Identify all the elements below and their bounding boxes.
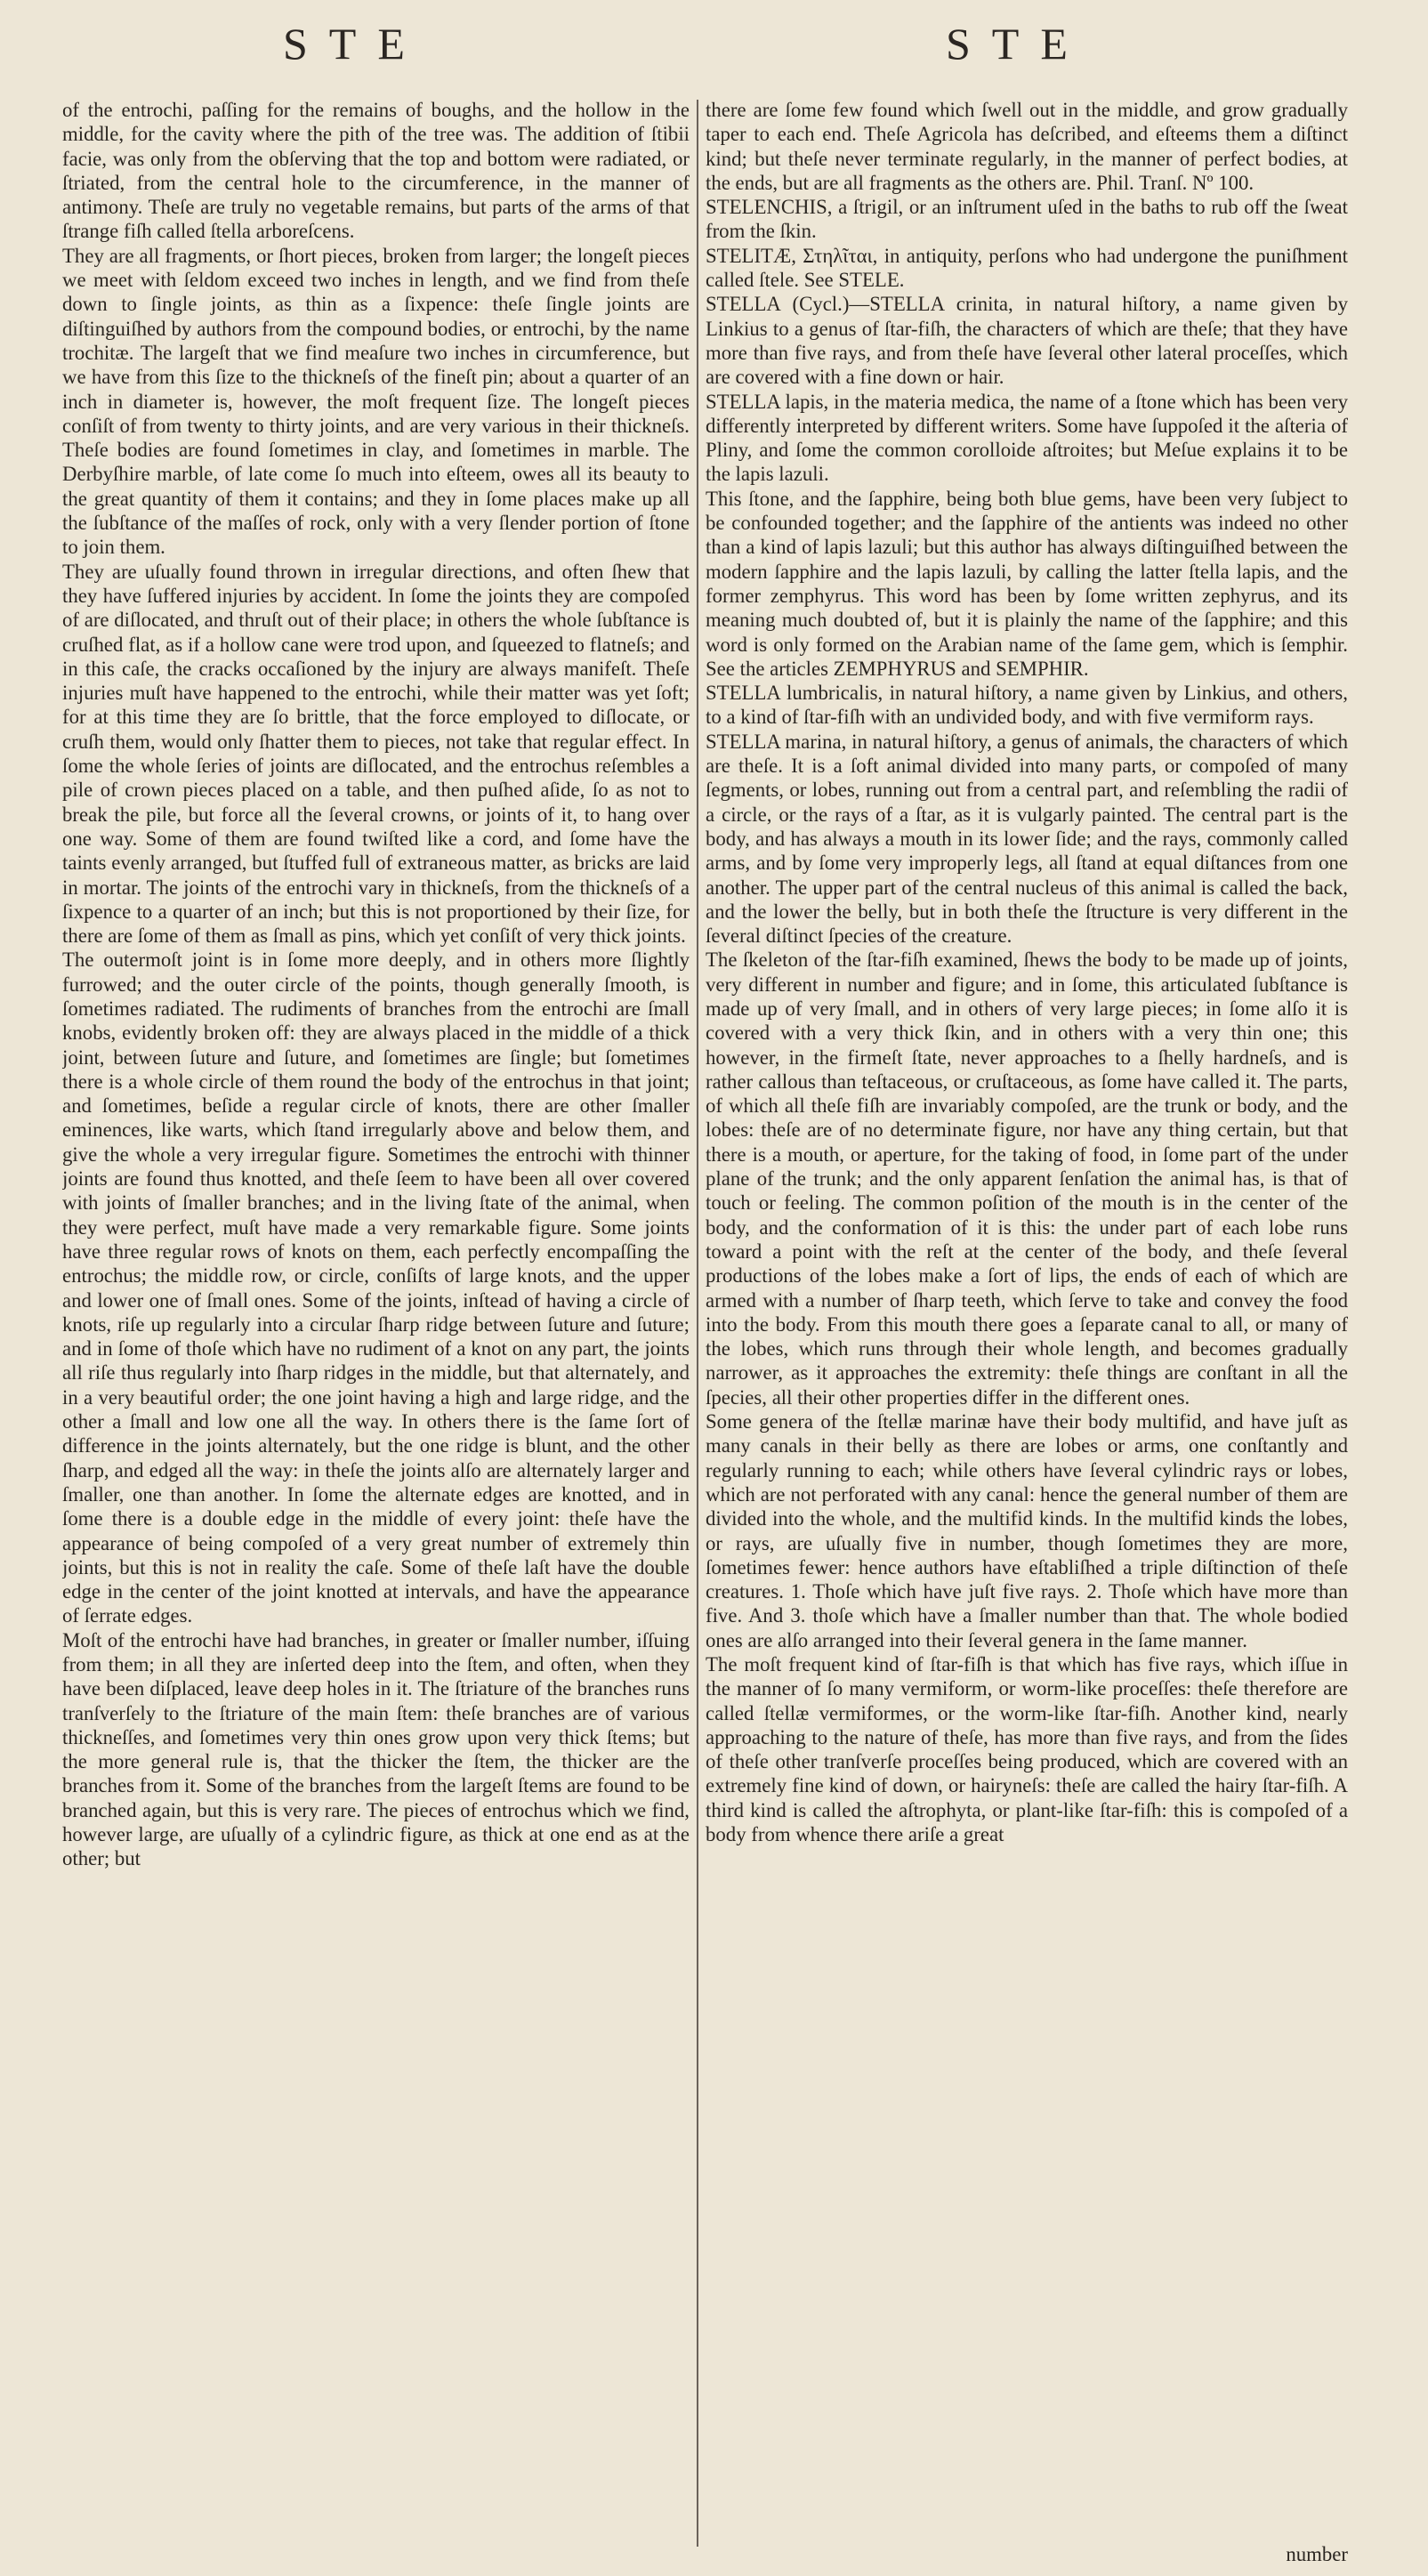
- paragraph: Some genera of the ſtellæ marinæ have their body multifid, and have juſt as many canals in their belly as there are lobes or arms, one conſtantly and regularly running to each; while others have ſeveral cylindric rays or lobes, which are not perforated with any canal: hence the general number of them are divided into the whole, and the multifid kinds. In the multifid kinds the lobes, or rays, are uſually five in number, though ſometimes they are more, ſometimes fewer: hence authors have eſtabliſhed a triple diſtinction of theſe creatures. 1. Thoſe which have juſt five rays. 2. Thoſe which have more than five. And 3. thoſe which have a ſmaller number than that. The whole bodied ones are alſo arranged into their ſeveral genera in the ſame manner.: [706, 1410, 1348, 1651]
- paragraph: there are ſome few found which ſwell out in the middle, and grow gradually taper to each end. Theſe Agricola has deſcribed, and eſteems them a diſtinct kind; but theſe never terminate regularly, in the manner of perfect bodies, at the ends, but are all fragments as the others are. Phil. Tranſ. Nº 100.: [706, 99, 1348, 194]
- paragraph: The moſt frequent kind of ſtar-fiſh is that which has five rays, which iſſue in the manner of ſo many vermiform, or worm-like proceſſes: theſe therefore are called ſtellæ vermiformes, or the worm-like ſtar-fiſh. Another kind, nearly approaching to the nature of theſe, has more than five rays, and from the ſides of theſe other tranſverſe proceſſes being produced, which are covered with an extremely fine kind of down, or hairyneſs: theſe are called the hairy ſtar-fiſh. A third kind is called the aſtrophyta, or plant-like ſtar-fiſh: this is compoſed of a body from whence there ariſe a great: [706, 1653, 1348, 1846]
- entry-stella-lumbricalis: STELLA lumbricalis, in natural hiſtory, a name given by Linkius, and others, to a kind of ſtar-fiſh with an undivided body, and with five vermiform rays.: [706, 682, 1348, 729]
- paragraph: of the entrochi, paſſing for the remains of boughs, and the hollow in the middle, for the cavity where the pith of the tree was. The addition of ſtibii facie, was only from the obſerving that the top and bottom were radiated, or ſtriated, from the central hole to the circumference, in the manner of antimony. Theſe are truly no vegetable remains, but parts of the arms of that ſtrange fiſh called ſtella arboreſcens.: [62, 99, 690, 243]
- entry-stella-marina: STELLA marina, in natural hiſtory, a genus of animals, the characters of which are theſe. It is a ſoft animal divided into many parts, or compoſed of many ſegments, or lobes, running out from a central part, and reſembling the radii of a circle, or the rays of a ſtar, as it is vulgarly painted. The central part is the body, and has always a mouth in its lower ſide; and the rays, commonly called arms, and by ſome very improperly legs, all ſtand at equal diſtances from one another. The upper part of the central nucleus of this animal is called the back, and the lower the belly, but in both theſe the ſtructure is very different in the ſeveral diſtinct ſpecies of the creature.: [706, 730, 1348, 948]
- paragraph: Moſt of the entrochi have had branches, in greater or ſmaller number, iſſuing from them; in all they are inſerted deep into the ſtem, and often, when they have been diſplaced, leave deep holes in it. The ſtriature of the branches runs tranſverſely to the ſtriature of the main ſtem: theſe branches are of various thickneſſes, and ſometimes very thin ones grow upon very thick ſtems; but the more general rule is, that the thicker the ſtem, the thicker are the branches from it. Some of the branches from the largeſt ſtems are found to be branched again, but this is very rare. The pieces of entrochus which we find, however large, are uſually of a cylindric figure, as thick at one end as at the other; but: [62, 1628, 690, 1870]
- entry-stella-lapis: STELLA lapis, in the materia medica, the name of a ſtone which has been very differently interpreted by different writers. Some have ſuppoſed it the aſteria of Pliny, and ſome the common corolloide aſtroites; but Meſue explains it to be the lapis lazuli.: [706, 390, 1348, 486]
- left-column: [62, 98, 690, 2554]
- entry-stelenchis: STELENCHIS, a ſtrigil, or an inſtrument uſed in the baths to rub off the ſweat from the ſkin.: [706, 196, 1348, 243]
- column-divider: [697, 100, 698, 2547]
- paragraph: The outermoſt joint is in ſome more deeply, and in others more ſlightly furrowed; and the outer circle of the points, though generally ſmooth, is ſometimes radiated. The rudiments of branches from the entrochi are ſmall knobs, evidently broken off: they are always placed in the middle of a thick joint, between ſuture and ſuture, and ſometimes are ſingle; but ſometimes there is a whole circle of them round the body of the entrochus in that joint; and ſometimes, beſide a regular circle of knots, there are other ſmaller eminences, like warts, which ſtand irregularly above and below them, and give the whole a very irregular figure. Sometimes the entrochi with thinner joints are found thus knotted, and theſe ſeem to have been all over covered with joints of ſmaller branches; and in the living ſtate of the animal, when they were perfect, muſt have made a very remarkable figure. Some joints have three regular rows of knots on them, each perfectly encompaſſing the entrochus; the middle row, or circle, conſiſts of large knots, and the upper and lower one of ſmall ones. Some of the joints, inſtead of having a circle of knots, riſe up regularly into a circular ſharp ridge between ſuture and ſuture; and in ſome of thoſe which have no rudiment of a knot on any part, the joints all riſe thus regularly into ſharp ridges in the middle, but that alternately, and in a very beautiful order; the one joint having a high and large ridge, and the other a ſmall and low one all the way. In others there is the ſame ſort of difference in the joints alternately, but the one ridge is blunt, and the other ſharp, and edged all the way: in theſe the joints alſo are alternately larger and ſmaller, one than another. In ſome the alternate edges are knotted, and in ſome there is a double edge in the middle of every joint: theſe have the appearance of being compoſed of a very great number of extremely thin joints, but this is not in reality the caſe. Some of theſe laſt have the double edge in the center of the joint knotted at intervals, and have the appearance of ſerrate edges.: [62, 949, 690, 1627]
- paragraph: They are all fragments, or ſhort pieces, broken from larger; the longeſt pieces we meet with ſeldom exceed two inches in length, and we find from theſe down to ſingle joints, as thin as a ſixpence: theſe ſingle joints are diſtinguiſhed by authors from the compound bodies, or entrochi, by the name trochitæ. The largeſt that we find meaſure two inches in circumference, but we have from this ſize to the thickneſs of the fineſt pin; about a quarter of an inch in diameter is, however, the moſt frequent ſize. The longeſt pieces conſiſt of from twenty to thirty joints, and are very various in their thickneſs. Theſe bodies are found ſometimes in clay, and ſometimes in marble. The Derbyſhire marble, of late come ſo much into eſteem, owes all its beauty to the great quantity of them it contains; and they in ſome places make up all the ſubſtance of the maſſes of rock, only with a very ſlender portion of ſtone to join them.: [62, 244, 690, 559]
- paragraph: This ſtone, and the ſapphire, being both blue gems, have been very ſubject to be confounded together; and the ſapphire of the antients was indeed no other than a kind of lapis lazuli; but this author has always diſtinguiſhed between the modern ſapphire and the lapis lazuli, by calling the latter ſtella lapis, and the former zemphyrus. This word has been by ſome written zephyrus, and its meaning much doubted of, but it is plainly the name of the ſapphire; and this word is only formed on the Arabian name of the ſame gem, which is ſemphir. See the articles ZEMPHYRUS and SEMPHIR.: [706, 487, 1348, 680]
- paragraph: They are uſually found thrown in irregular directions, and often ſhew that they have ſuffered injuries by accident. In ſome the joints they are compoſed of are diſlocated, and thruſt out of their place; in others the whole ſubſtance is cruſhed flat, as if a hollow cane were trod upon, and ſqueezed to flatneſs; and in this caſe, the cracks occaſioned by the injury are always manifeſt. Theſe injuries muſt have happened to the entrochi, while their matter was yet ſoft; for at this time they are ſo brittle, that the force employed to diſlocate, or cruſh them, would only ſhatter them to pieces, not take that regular effect. In ſome the whole ſeries of joints are diſlocated, and the entrochus reſembles a pile of crown pieces placed on a table, and then puſhed aſide, ſo as not to break the pile, but force all the ſeveral crowns, or joints of it, to hang over one way. Some of them are found twiſted like a cord, and ſome have the taints evenly arranged, but ſtuffed full of extraneous matter, as bricks are laid in mortar. The joints of the entrochi vary in thickneſs, from the thickneſs of a ſixpence to a quarter of an inch; but this is not proportioned by their ſize, for there are ſome of them as ſmall as pins, which yet conſiſt of very thick joints.: [62, 560, 690, 948]
- entry-stelitae: STELITÆ, Στηλῖται, in antiquity, perſons who had undergone the puniſhment called ſtele. See STELE.: [706, 244, 1348, 292]
- catchword: number: [1286, 2543, 1348, 2565]
- running-head-right: STE: [946, 19, 1089, 69]
- running-head-left: STE: [283, 19, 426, 69]
- right-column: [706, 98, 1348, 2554]
- entry-stella-crinita: STELLA (Cycl.)—STELLA crinita, in natural hiſtory, a name given by Linkius to a genus of ſtar-fiſh, the characters of which are theſe; that they have more than five rays, and from theſe have ſeveral other lateral proceſſes, which are covered with a fine down or hair.: [706, 293, 1348, 389]
- paragraph: The ſkeleton of the ſtar-fiſh examined, ſhews the body to be made up of joints, very different in number and figure; and in ſome, this articulated ſubſtance is made up of very ſmall, and in others of very large pieces; in ſome alſo it is covered with a very thick ſkin, and in others with a very thin one; this however, in the firmeſt ſtate, never approaches to a ſhelly hardneſs, and is rather callous than teſtaceous, or cruſtaceous, as ſome have called it. The parts, of which all theſe fiſh are invariably compoſed, are the trunk or body, and the lobes: theſe are of no determinate figure, nor have any thing certain, but that there is a mouth, or aperture, for the taking of food, in ſome part of the under plane of the trunk; and the only apparent ſenſation the animal has, is that of touch or feeling. The common poſition of the mouth is in the center of the body, and the conformation of it is this: the under part of each lobe runs toward a point with the reſt at the center of the body, and theſe ſeveral productions of the lobes make a ſort of lips, the ends of each of which are armed with a number of ſharp teeth, which ſerve to take and convey the food into the body. From this mouth there goes a ſeparate canal to all, or many of the lobes, which runs through their whole length, and becomes gradually narrower, as it approaches the extremity: theſe things are conſtant in all the ſpecies, all their other properties differ in the different ones.: [706, 949, 1348, 1409]
